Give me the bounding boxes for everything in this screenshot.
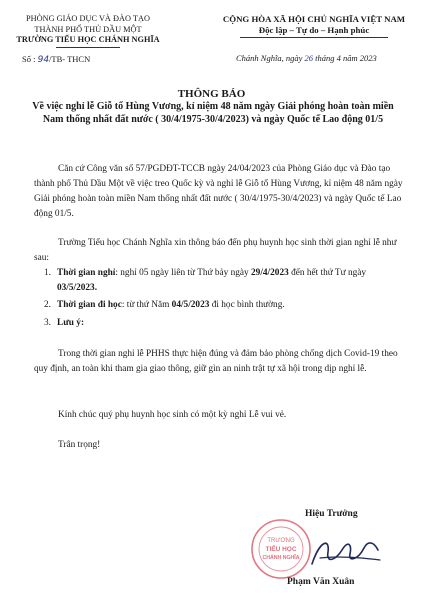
stamp-line3: CHÁNH NGHĨA [262,555,300,561]
item-label: Lưu ý [57,318,81,328]
national-motto: Độc lập – Tự do – Hạnh phúc [258,25,370,35]
ref-prefix: Số : [22,54,36,64]
item-number: 2. [44,300,51,310]
reference-number [22,54,90,65]
date-day: 26 [304,53,313,63]
national-line1: CỘNG HÒA XÃ HỘI CHỦ NGHĨA VIỆT NAM [222,14,406,24]
motto-underline [240,37,388,38]
agency-header [0,14,176,48]
stamp-line2: TIỂU HỌC [265,546,297,553]
stamp-line1: TRƯỜNG [267,538,295,544]
paragraph-wishes: Kính chúc quý phụ huynh học sinh có một kỳ nghỉ Lễ vui vẻ. [58,410,287,420]
item-text-2: đến hết thứ Tư ngày [288,268,367,278]
item-date-end: 03/5/2023. [57,283,98,293]
school-name: TRƯỜNG TIỂU HỌC CHÁNH NGHĨA [16,35,160,44]
item-text: : nghỉ 05 ngày liên từ Thứ bảy ngày [115,268,252,278]
item-text: : từ thứ Năm [121,300,172,310]
item-number: 3. [44,318,51,328]
paragraph-closing: Trân trọng! [58,440,101,450]
item-date-start: 29/4/2023 [251,268,289,278]
agency-underline [56,47,120,48]
document-date [236,53,377,63]
paragraph-safety: Trong thời gian nghỉ lễ PHHS thực hiện đúng và đảm bảo phòng chống dịch Covid-19 theo quy định, an toàn khi tham gia giao thông, giữ gìn an ninh trật tự xã hội trong dịp nghỉ lễ. [34,349,398,374]
signer-role: Hiệu Trưởng [305,509,358,519]
agency-line1: PHÒNG GIÁO DỤC VÀ ĐÀO TẠO [26,14,150,23]
item-number: 1. [44,268,51,278]
national-header [205,14,423,38]
list-item-school-return [44,298,405,313]
paragraph-announcement: Trường Tiểu học Chánh Nghĩa xin thông báo đến phụ huynh học sinh thời gian nghỉ lễ như sau: [34,238,397,263]
signer-name: Phạm Văn Xuân [287,577,355,587]
ref-number: 94 [37,55,50,65]
item-text: : [80,318,85,328]
paragraph-basis: Căn cứ Công văn số 57/PGDĐT-TCCB ngày 24/04/2023 của Phòng Giáo dục và Đào tạo thành phố Thủ Dầu Một về việc treo Quốc kỳ và nghỉ lễ Giỗ tổ Hùng Vương, kỉ niệm 48 năm ngày Giải phóng hoàn toàn miền Nam thống nhất đất nước ( 30/4/1975-30/4/2023) và ngày Quốc tế Lao động 01/5. [34,164,403,219]
handwritten-signature [306,530,386,576]
item-date-return: 04/5/2023 [171,300,210,310]
agency-line2: THÀNH PHỐ THỦ DẦU MỘT [34,24,142,34]
school-seal-stamp [250,518,312,580]
document-title: THÔNG BÁO [177,88,246,100]
item-text-2: đi học bình thường. [209,300,285,310]
item-label: Thời gian đi học [57,300,122,310]
document-subject: Về việc nghỉ lễ Giỗ tổ Hùng Vương, kỉ niệm 48 năm ngày Giải phóng hoàn toàn miền Nam thống nhất đất nước ( 30/4/1975-30/4/2023) và ngày Quốc tế Lao động 01/5 [32,101,394,125]
date-prefix: Chánh Nghĩa, ngày [236,53,303,63]
list-item-holiday [44,266,405,296]
ref-suffix: /TB- THCN [49,54,91,64]
date-suffix: tháng 4 năm 2023 [315,53,377,63]
list-item-note [44,316,405,331]
item-label: Thời gian nghỉ [57,268,116,278]
